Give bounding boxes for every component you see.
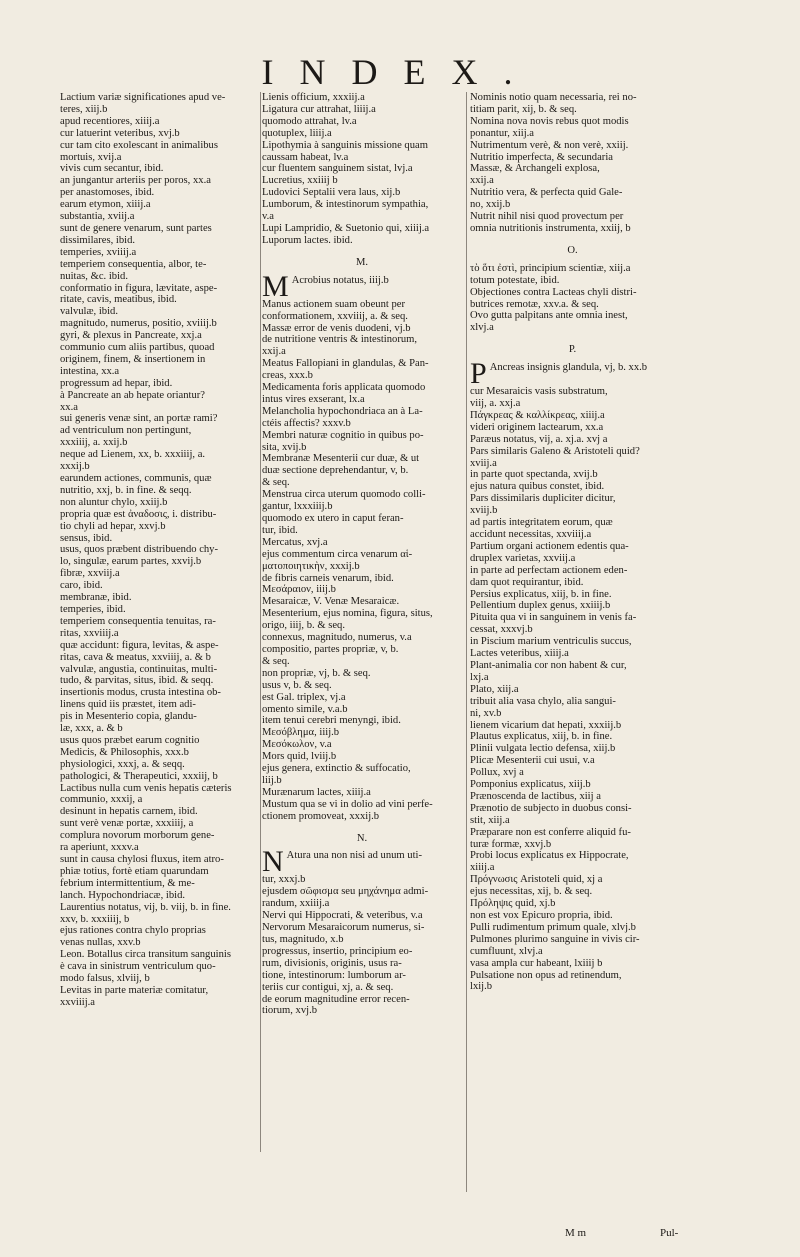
index-line: neque ad Lienem, xx, b. xxxiiij, a. xyxy=(60,449,206,461)
index-line: progressum ad hepar, ibid. xyxy=(60,377,173,389)
index-column-1 xyxy=(60,92,262,1009)
index-line: cumfluunt, xlvj.a xyxy=(470,945,543,957)
index-line: usus quos præbet earum cognitio xyxy=(60,734,200,746)
index-line: ctionem promoveat, xxxij.b xyxy=(262,810,380,822)
index-line: Plato, xiij.a xyxy=(470,683,519,695)
index-line: tur, xxxj.b xyxy=(262,874,306,886)
index-line: xxxij.b xyxy=(60,461,90,473)
index-line: item tenui cerebri menyngi, ibid. xyxy=(262,715,401,727)
index-line: Ovo gutta palpitans ante omnia inest, xyxy=(470,310,628,322)
column-rule xyxy=(466,92,467,1192)
index-line: Pomponius explicatus, xiij.b xyxy=(470,779,591,791)
index-line: Plinii vulgata lectio defensa, xiij.b xyxy=(470,743,616,755)
index-line: propria quæ est ἀναδοσις, i. distribu- xyxy=(60,508,217,520)
index-line: duæ sectione deprehendantur, v, b. xyxy=(262,465,409,477)
index-line: communio cum aliis partibus, quoad xyxy=(60,342,215,354)
index-line: v.a xyxy=(262,211,274,223)
index-line: intus vires exserant, lx.a xyxy=(262,393,365,405)
index-line: xiiij.a xyxy=(470,862,495,874)
index-line: Μεσόβλημα, iiij.b xyxy=(262,727,340,739)
index-line: origo, iiij, b. & seq. xyxy=(262,620,345,632)
index-line: Lucretius, xxiiij b xyxy=(262,175,338,187)
index-line: desinunt in hepatis carnem, ibid. xyxy=(60,806,198,818)
index-line: omnia nutritionis instrumenta, xxiij, b xyxy=(470,222,631,234)
index-line: lxj.a xyxy=(470,671,489,683)
index-line: Pars dissimilaris dupliciter dicitur, xyxy=(470,493,616,505)
index-line: caussam habeat, lv.a xyxy=(262,151,349,163)
index-line: nutritio, xxj, b. in fine. & seqq. xyxy=(60,484,192,496)
index-line: τὸ ὅτι ἐστὶ, principium scientiæ, xiij.a xyxy=(470,262,631,274)
index-line: quomodo ex utero in caput feran- xyxy=(262,513,404,524)
index-line: ejus rationes contra chylo proprias xyxy=(60,925,206,937)
index-line: P Ancreas insignis glandula, vj, b. xx.b xyxy=(470,362,648,387)
index-line: rum, divisionis, originis, usus ra- xyxy=(262,957,402,969)
index-line: pis in Mesenterio copia, glandu- xyxy=(60,711,197,723)
index-line: in parte quot spectanda, xvij.b xyxy=(470,469,598,481)
index-line: videri originem lactearum, xx.a xyxy=(470,421,604,433)
index-line: & seq. xyxy=(262,655,290,667)
index-line: Prænotio de subjecto in duobus consi- xyxy=(470,802,632,814)
index-line: lo, singulæ, earum partes, xxvij.b xyxy=(60,556,202,568)
index-line: Lienis officium, xxxiij.a xyxy=(262,92,365,103)
index-line: per anastomoses, ibid. xyxy=(60,187,155,199)
index-line: Nomina nova novis rebus quot modis xyxy=(470,115,629,127)
index-line: Meatus Fallopiani in glandulas, & Pan- xyxy=(262,358,429,370)
index-line: Plicæ Mesenterii cui usui, v.a xyxy=(470,755,595,767)
index-line: non aluntur chylo, xxiij.b xyxy=(60,496,168,508)
index-line: Levitas in parte materiæ comitatur, xyxy=(60,984,209,996)
index-line: ritas, xxviiij.a xyxy=(60,627,119,639)
section-heading-o: O. xyxy=(567,244,578,256)
index-line: xxxiiij, a. xxij.b xyxy=(60,437,128,449)
index-line: Nervorum Mesaraicorum numerus, si- xyxy=(262,922,425,934)
index-line: turæ formæ, xxvj.b xyxy=(470,838,552,850)
index-line: Nutrimentum verè, & non verè, xxiij. xyxy=(470,139,629,151)
index-line: Membranæ Mesenterii cur duæ, & ut xyxy=(262,453,420,465)
index-line: xviij.b xyxy=(470,505,498,517)
section-heading-m: M. xyxy=(355,256,369,268)
index-line: ejus necessitas, xij, b. & seq. xyxy=(470,886,593,898)
index-line: druplex varietas, xxviij.a xyxy=(470,552,576,564)
index-line: ejusdem σῶφισμα seu μηχάνημα admi- xyxy=(262,886,429,898)
index-line: Melancholia hypochondriaca an à La- xyxy=(262,405,423,417)
index-line: cessat, xxxvj.b xyxy=(470,624,533,636)
index-line: Probi locus explicatus ex Hippocrate, xyxy=(470,850,629,862)
index-line: non est vox Epicuro propria, ibid. xyxy=(470,910,613,921)
index-line: fibræ, xxviij.a xyxy=(60,568,120,580)
index-line: Πρόληψις quid, xj.b xyxy=(470,898,556,910)
index-line: substantia, xviij.a xyxy=(60,211,135,223)
index-line: Nutritio imperfecta, & secundaria xyxy=(470,151,613,163)
index-line: Membri naturæ cognitio in quibus po- xyxy=(262,429,424,441)
index-line: tio chyli ad hepar, xxvj.b xyxy=(60,520,166,532)
index-line: membranæ, ibid. xyxy=(60,592,132,604)
index-line: usus v, b. & seq. xyxy=(262,679,332,691)
index-line: in parte ad perfectam actionem eden- xyxy=(470,564,628,576)
index-line: è cava in sinistrum ventriculum quo- xyxy=(60,961,216,973)
index-line: butrices remotæ, xxv.a. & seq. xyxy=(470,298,599,310)
section-heading-n: N. xyxy=(356,832,368,844)
index-line: Luporum lactes. ibid. xyxy=(262,234,353,246)
index-line: N Atura una non nisi ad unum uti- xyxy=(262,850,423,875)
index-line: gyri, & plexus in Pancreate, xxj.a xyxy=(60,330,202,342)
index-line: Lupi Lampridio, & Suetonio qui, xiiij.a xyxy=(262,222,430,234)
index-line: ad ventriculum non pertingunt, xyxy=(60,425,192,437)
index-line: Medicamenta foris applicata quomodo xyxy=(262,382,426,394)
index-line: de fibris carneis venarum, ibid. xyxy=(262,572,394,584)
index-line: dam quot requirantur, ibid. xyxy=(470,576,584,588)
index-line: nuitas, &c. ibid. xyxy=(60,270,128,282)
index-line: Lactibus nulla cum venis hepatis cæteris xyxy=(60,782,232,794)
page-title: INDEX. xyxy=(261,52,539,92)
index-line: Pollux, xvj a xyxy=(470,767,524,779)
catchword: Pul- xyxy=(660,1227,679,1239)
index-line: valvulæ, ibid. xyxy=(60,306,118,318)
index-line: omento simile, v.a.b xyxy=(262,703,348,715)
index-line: Præparare non est conferre aliquid fu- xyxy=(470,826,631,838)
index-line: temperies, ibid. xyxy=(60,603,126,615)
index-line: quomodo attrahat, lv.a xyxy=(262,115,357,127)
index-line: temperiem consequentia tenuitas, ra- xyxy=(60,615,216,627)
index-line: Objectiones contra Lacteas chyli distri- xyxy=(470,286,637,298)
index-line: tiorum, xvj.b xyxy=(262,1005,318,1017)
index-line: quotuplex, liiij.a xyxy=(262,127,332,139)
index-line: Πάγκρεας & καλλίκρεας, xiiij.a xyxy=(470,409,605,421)
index-line: no, xxij.b xyxy=(470,199,511,211)
index-line: apud recentiores, xiiij.a xyxy=(60,115,160,127)
index-line: viij, a. xxj.a xyxy=(470,398,521,410)
index-line: insertionis modus, crusta intestina ob- xyxy=(60,687,221,699)
drop-capital-p: P xyxy=(470,362,487,387)
index-line: Massæ, & Archangeli explosa, xyxy=(470,163,600,175)
index-line: Persius explicatus, xiij, b. in fine. xyxy=(470,588,612,600)
index-line: cur tam cito exolescant in animalibus xyxy=(60,139,218,151)
index-line: M Acrobius notatus, iiij.b xyxy=(262,274,389,299)
index-line: de nutritione ventris & intestinorum, xyxy=(262,334,418,346)
index-line: Pars similaris Galeno & Aristoteli quid? xyxy=(470,445,640,457)
index-line: Paræus notatus, vij, a. xj.a. xvj a xyxy=(470,433,608,445)
index-line: physiologici, xxxj, a. & seqq. xyxy=(60,758,185,770)
index-line: xxv, b. xxxiiij, b xyxy=(60,913,130,925)
index-line: ad partis integritatem eorum, quæ xyxy=(470,517,613,529)
index-line: quæ accidunt: figura, levitas, & aspe- xyxy=(60,639,219,651)
index-line: Mercatus, xvj.a xyxy=(262,536,328,548)
index-line: Μεσόκωλον, v.a xyxy=(262,739,332,751)
index-line: temperies, xviiij.a xyxy=(60,246,137,258)
index-line: valvulæ, angustia, continuitas, multi- xyxy=(60,663,218,675)
index-line: Nominis notio quam necessaria, rei no- xyxy=(470,92,637,103)
index-line: usus, quos præbent distribuendo chy- xyxy=(60,544,219,556)
index-line: est Gal. triplex, vj.a xyxy=(262,691,346,703)
index-line: conformationem, xxviiij, a. & seq. xyxy=(262,310,408,322)
index-line: tus, magnitudo, x.b xyxy=(262,934,344,945)
index-line: stit, xiij.a xyxy=(470,814,510,826)
index-line: cur latuerint veteribus, xvj.b xyxy=(60,127,180,139)
index-line: & seq. xyxy=(262,477,290,489)
index-line: Leon. Botallus circa transitum sanguinis xyxy=(60,949,231,961)
drop-capital-n: N xyxy=(262,850,284,875)
index-line: ejus natura quibus constet, ibid. xyxy=(470,481,605,493)
index-line: non propriæ, vj, b. & seq. xyxy=(262,667,371,679)
index-line: sunt in causa chylosi fluxus, item atro- xyxy=(60,854,224,865)
index-line: febrium intermittentium, & me- xyxy=(60,877,195,889)
index-line: sui generis venæ sint, an portæ rami? xyxy=(60,413,218,425)
index-line: teriis cur contigui, xj, a. & seq. xyxy=(262,981,394,993)
index-line: cur Mesaraicis vasis substratum, xyxy=(470,386,608,398)
index-line: Lipothymia à sanguinis missione quam xyxy=(262,139,428,151)
drop-capital-m: M xyxy=(262,274,289,299)
index-line: Lactium variæ significationes apud ve- xyxy=(60,92,226,103)
index-line: Nutritio vera, & perfecta quid Gale- xyxy=(470,187,623,199)
index-line: ni, xv.b xyxy=(470,707,502,719)
index-line: tur, ibid. xyxy=(262,524,298,536)
index-column-2 xyxy=(262,92,462,1017)
index-line: ritate, cavis, meatibus, ibid. xyxy=(60,294,177,306)
index-line: xxij.a xyxy=(262,346,286,358)
index-line: ra aperiunt, xxxv.a xyxy=(60,842,139,854)
index-line: pathologici, & Therapeutici, xxxiij, b xyxy=(60,770,218,782)
index-line: Πρόγνωσις Aristoteli quid, xj a xyxy=(470,874,603,886)
index-line: randum, xxiiij.a xyxy=(262,898,330,910)
index-line: Laurentius notatus, vij, b. viij, b. in fine. xyxy=(60,901,231,913)
index-line: ejus commentum circa venarum αἱ- xyxy=(262,548,413,560)
index-line: Prænoscenda de lactibus, xiij a xyxy=(470,790,601,802)
section-heading-p: P. xyxy=(568,344,577,356)
index-line: originem, finem, & insertionem in xyxy=(60,353,206,365)
index-line: lxij.b xyxy=(470,981,493,993)
index-column-3 xyxy=(470,92,675,993)
index-line: xx.a xyxy=(60,401,78,413)
index-line: sita, xvij.b xyxy=(262,441,307,453)
index-line: xviij.a xyxy=(470,457,497,469)
index-line: progressus, insertio, principium eo- xyxy=(262,945,413,957)
index-line: tione, intestinorum: lumborum ar- xyxy=(262,969,406,981)
index-line: cur fluentem sanguinem sistat, lvj.a xyxy=(262,163,413,175)
index-line: liij.b xyxy=(262,774,282,786)
index-line: ejus genera, extinctio & suffocatio, xyxy=(262,763,411,775)
index-line: intestina, xx.a xyxy=(60,365,120,377)
index-line: xxviiij.a xyxy=(60,996,96,1008)
index-line: tribuit alia vasa chylo, alia sangui- xyxy=(470,695,616,707)
index-line: tudo, & parvitas, situs, ibid. & seqq. xyxy=(60,675,214,687)
signature-mark: M m xyxy=(565,1227,587,1239)
index-line: Lumborum, & intestinorum sympathia, xyxy=(262,199,429,211)
index-line: Menstrua circa uterum quomodo colli- xyxy=(262,489,426,501)
index-line: Massæ error de venis duodeni, vj.b xyxy=(262,322,411,334)
index-line: Pellentium duplex genus, xxiiij.b xyxy=(470,600,611,612)
index-line: sunt de genere venarum, sunt partes xyxy=(60,222,212,234)
index-line: Pulmones plurimo sanguine in vivis cir- xyxy=(470,933,640,945)
index-line: Pituita qua vi in sanguinem in venis fa- xyxy=(470,612,637,624)
index-line: connexus, magnitudo, numerus, v.a xyxy=(262,632,412,644)
index-line: Medicis, & Philosophis, xxx.b xyxy=(60,746,189,758)
index-line: Nutrit nihil nisi quod provectum per xyxy=(470,211,624,223)
index-line: vivis cum secantur, ibid. xyxy=(60,163,164,175)
index-line: xxij.a xyxy=(470,175,494,187)
index-line: phiæ totius, fortè etiam quarundam xyxy=(60,865,209,877)
index-line: sunt verè venæ portæ, xxxiiij, a xyxy=(60,818,194,830)
index-line: in Piscium marium ventriculis succus, xyxy=(470,636,632,648)
index-line: Mesaraicæ, V. Venæ Mesaraicæ. xyxy=(262,596,400,608)
index-line: caro, ibid. xyxy=(60,580,103,592)
index-line: temperiem consequentia, albor, te- xyxy=(60,258,207,270)
index-line: lanch. Hypochondriacæ, ibid. xyxy=(60,889,186,901)
index-line: Mustum qua se vi in dolio ad vini perfe- xyxy=(262,798,433,810)
index-line: mortuis, xvij.a xyxy=(60,151,122,163)
index-line: Μεσάραιον, iiij.b xyxy=(262,584,336,596)
index-line: Partium organi actionem edentis qua- xyxy=(470,540,629,552)
index-line: læ, xxx, a. & b xyxy=(60,723,123,735)
index-line: ματοποιητικὴν, xxxij.b xyxy=(262,560,360,572)
index-line: titiam parit, xij, b. & seq. xyxy=(470,103,577,115)
index-line: Plant-animalia cor non habent & cur, xyxy=(470,659,627,671)
index-line: linens quid iis præstet, item adi- xyxy=(60,699,196,711)
index-line: compositio, partes propriæ, v, b. xyxy=(262,643,399,655)
index-line: conformatio in figura, lævitate, aspe- xyxy=(60,282,218,294)
index-line: creas, xxx.b xyxy=(262,370,313,382)
index-line: à Pancreate an ab hepate oriantur? xyxy=(60,389,205,401)
index-line: lienem vicarium dat hepati, xxxiij.b xyxy=(470,719,622,731)
index-line: magnitudo, numerus, positio, xviiij.b xyxy=(60,318,217,330)
index-line: Nervi qui Hippocrati, & veteribus, v.a xyxy=(262,910,423,922)
index-line: de eorum magnitudine error recen- xyxy=(262,993,410,1005)
index-line: Murænarum lactes, xiiij.a xyxy=(262,786,371,798)
index-line: Pulsatione non opus ad retinendum, xyxy=(470,969,622,981)
index-line: Lactes veteribus, xiiij.a xyxy=(470,648,569,660)
index-line: complura novorum morborum gene- xyxy=(60,830,215,842)
index-line: xlvj.a xyxy=(470,322,494,334)
index-line: accidunt necessitas, xxviiij.a xyxy=(470,529,592,540)
index-line: ponantur, xiij.a xyxy=(470,127,535,139)
index-line: ctéis affectis? xxxv.b xyxy=(262,417,351,429)
index-line: Pulli rudimentum primum quale, xlvj.b xyxy=(470,921,636,933)
index-line: Mesenterium, ejus nomina, figura, situs, xyxy=(262,608,433,620)
index-line: sensus, ibid. xyxy=(60,532,113,544)
index-line: modo falsus, xlviij, b xyxy=(60,973,150,985)
index-line: venas nullas, xxv.b xyxy=(60,937,141,949)
index-line: Manus actionem suam obeunt per xyxy=(262,298,405,310)
index-line: earundem actiones, communis, quæ xyxy=(60,473,212,484)
index-line: gantur, lxxxiiij.b xyxy=(262,501,333,513)
index-line: dissimilares, ibid. xyxy=(60,234,136,246)
index-line: communio, xxxij, a xyxy=(60,794,143,806)
index-line: Plautus explicatus, xiij, b. in fine. xyxy=(470,731,613,743)
index-line: an jungantur arteriis per poros, xx.a xyxy=(60,175,211,187)
index-line: Ligatura cur attrahat, liiij.a xyxy=(262,103,376,115)
index-line: ritas, cava & meatus, xxviiij, a. & b xyxy=(60,651,211,663)
index-line: totum potestate, ibid. xyxy=(470,274,560,286)
index-line: Mors quid, lviij.b xyxy=(262,751,337,763)
index-line: teres, xiij.b xyxy=(60,103,108,115)
index-line: vasa ampla cur habeant, lxiiij b xyxy=(470,957,603,969)
index-line: earum etymon, xiiij.a xyxy=(60,199,151,211)
index-line: Ludovici Septalii vera laus, xij.b xyxy=(262,187,401,199)
